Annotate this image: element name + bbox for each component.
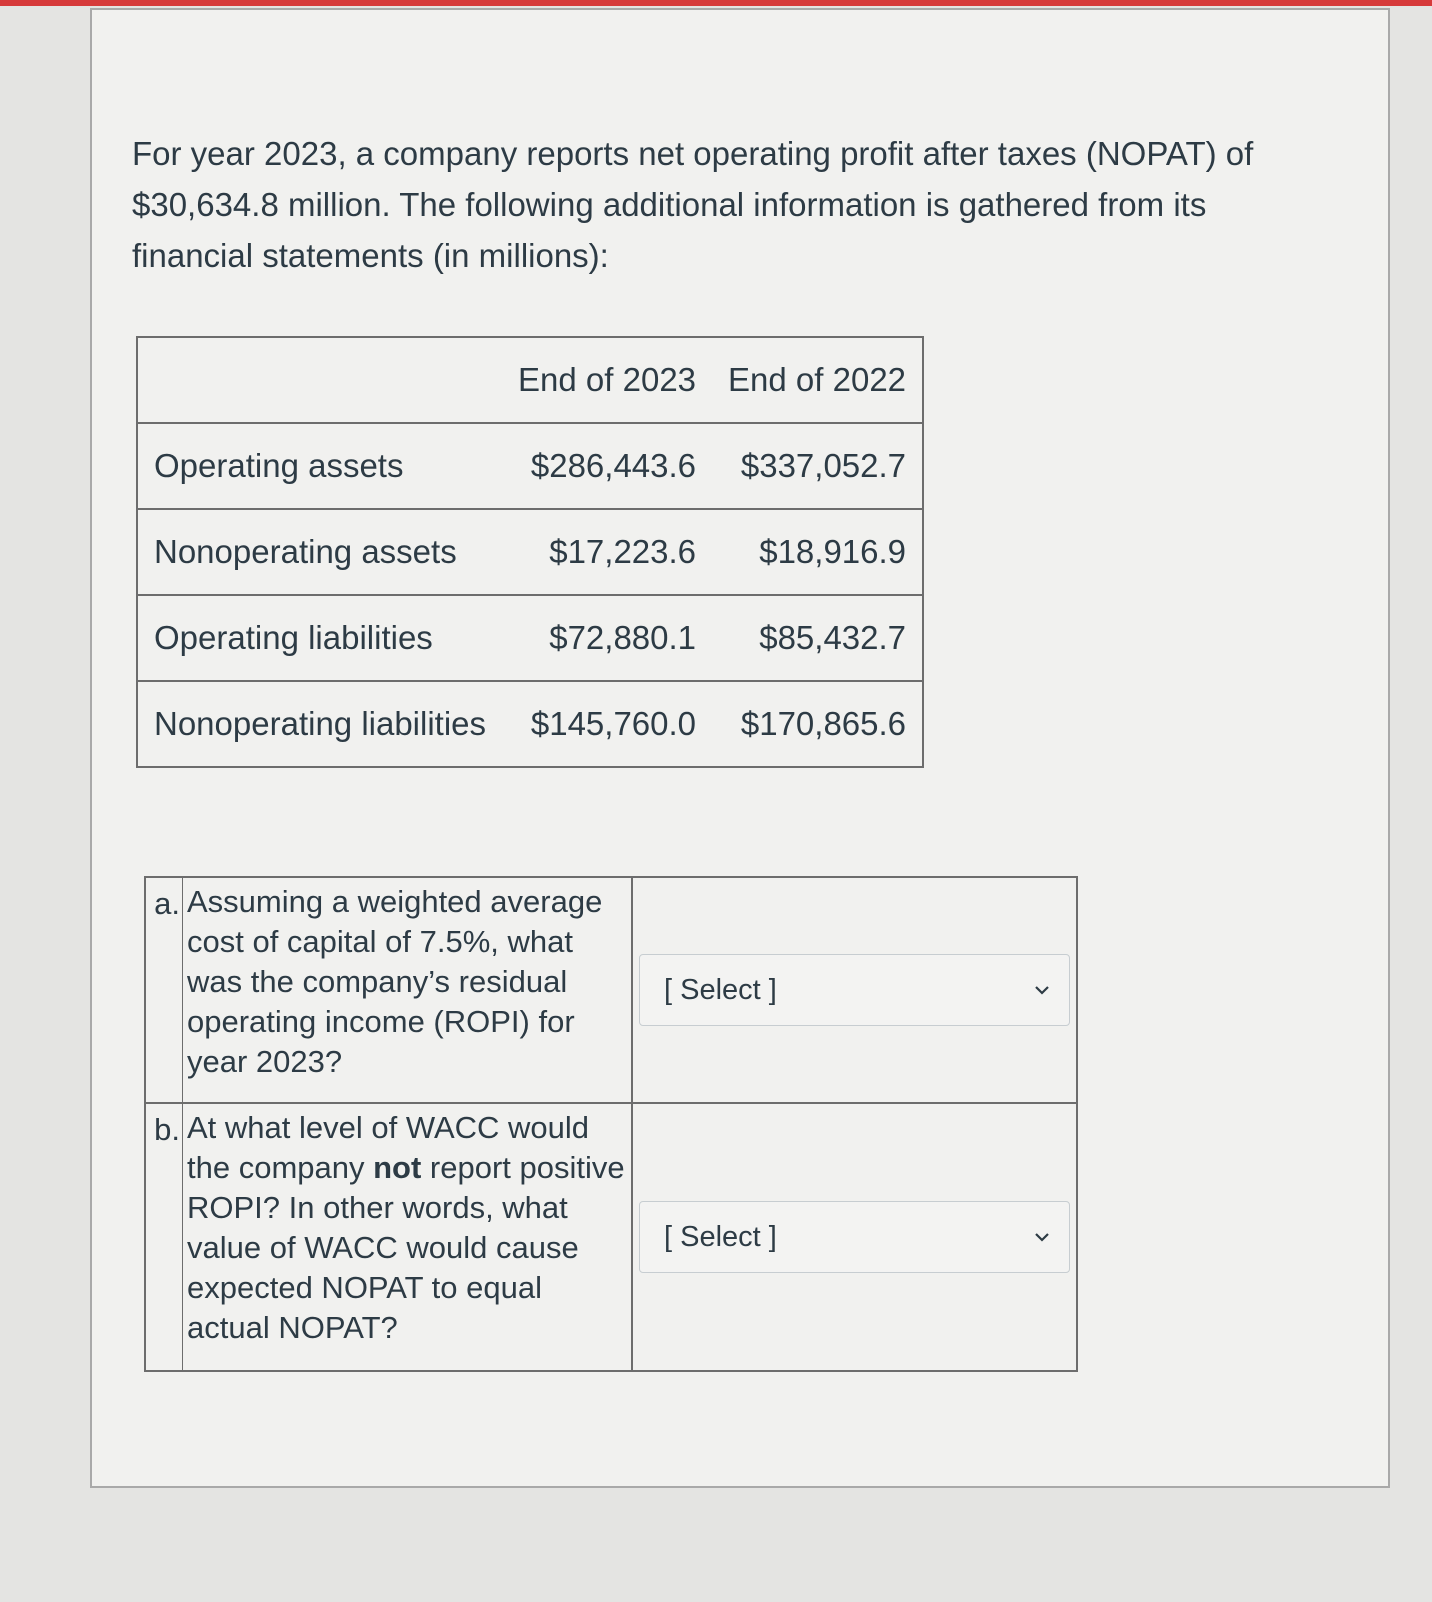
question-text-post: report positive ROPI? In other words, what value of WACC would cause expected NOPAT to equal actual NOPAT?: [187, 1150, 625, 1345]
header-end-2022: End of 2022: [712, 337, 923, 423]
value-2023: $145,760.0: [502, 681, 712, 767]
intro-line-1: For year 2023, a company reports net operating profit after taxes (NOPAT) of: [132, 135, 1254, 172]
table-row: [137, 681, 923, 767]
chevron-down-icon: [1033, 981, 1051, 999]
question-letter: b.: [145, 1103, 183, 1371]
answer-a-dropdown[interactable]: [639, 954, 1070, 1026]
answer-cell: [632, 1103, 1077, 1371]
table-row: [137, 423, 923, 509]
question-row-b: [145, 1103, 1077, 1371]
header-blank: [137, 337, 502, 423]
question-text-pre: At what level of WACC would the company: [187, 1110, 590, 1185]
question-row-a: [145, 877, 1077, 1103]
value-2022: $170,865.6: [712, 681, 923, 767]
value-2022: $85,432.7: [712, 595, 923, 681]
table-header-row: [137, 337, 923, 423]
question-letter: a.: [145, 877, 183, 1103]
intro-line-3: financial statements (in millions):: [132, 237, 609, 274]
header-end-2023: End of 2023: [502, 337, 712, 423]
questions-table: [144, 876, 1078, 1372]
question-text: Assuming a weighted average cost of capital of 7.5%, what was the company’s residual operating income (ROPI) for year 2023?: [183, 877, 633, 1103]
dropdown-label: [ Select ]: [664, 973, 777, 1006]
top-accent-bar: [0, 0, 1432, 6]
chevron-down-icon: [1033, 1228, 1051, 1246]
value-2023: $17,223.6: [502, 509, 712, 595]
table-row: [137, 509, 923, 595]
question-text-bold: not: [373, 1150, 422, 1185]
row-label: Nonoperating liabilities: [137, 681, 502, 767]
answer-cell: [632, 877, 1077, 1103]
value-2023: $72,880.1: [502, 595, 712, 681]
table-row: [137, 595, 923, 681]
question-text: [183, 1103, 633, 1371]
row-label: Operating liabilities: [137, 595, 502, 681]
value-2022: $337,052.7: [712, 423, 923, 509]
dropdown-label: [ Select ]: [664, 1220, 777, 1253]
row-label: Nonoperating assets: [137, 509, 502, 595]
financial-table: [136, 336, 924, 768]
row-label: Operating assets: [137, 423, 502, 509]
intro-line-2: $30,634.8 million. The following additional information is gathered from its: [132, 186, 1207, 223]
answer-b-dropdown[interactable]: [639, 1201, 1070, 1273]
value-2023: $286,443.6: [502, 423, 712, 509]
question-panel: [90, 8, 1390, 1488]
question-intro: [132, 128, 1332, 281]
value-2022: $18,916.9: [712, 509, 923, 595]
